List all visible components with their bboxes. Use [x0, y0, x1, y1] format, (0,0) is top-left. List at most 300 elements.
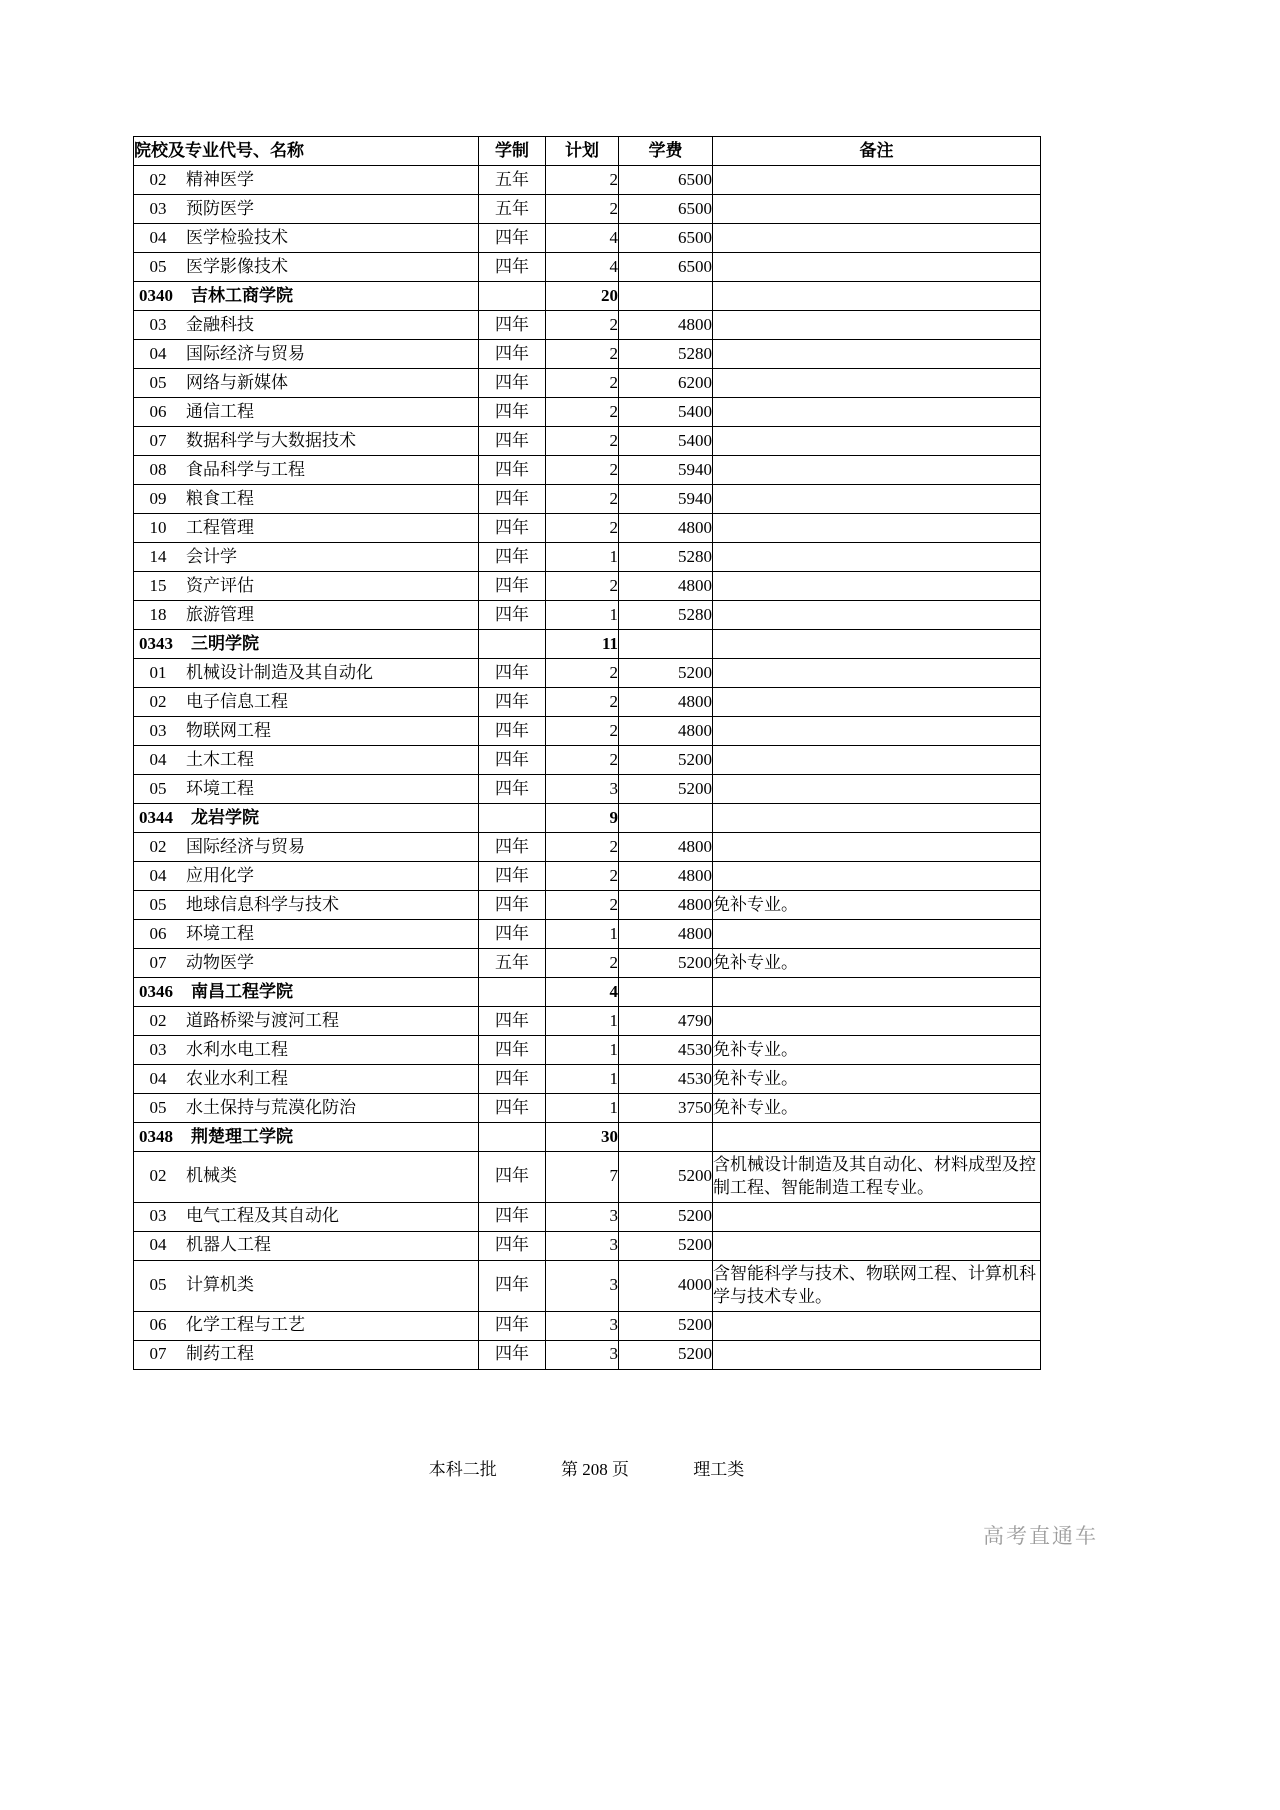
- major-name: 电子信息工程: [186, 691, 288, 711]
- fee-cell: 5280: [619, 601, 713, 630]
- note-cell: [713, 485, 1041, 514]
- fee-cell: 5400: [619, 427, 713, 456]
- code-name-cell: [134, 427, 479, 456]
- plan-cell: 4: [546, 224, 619, 253]
- major-name: 地球信息科学与技术: [186, 894, 339, 914]
- fee-cell: 5940: [619, 485, 713, 514]
- major-name: 电气工程及其自动化: [186, 1206, 339, 1226]
- major-row: [134, 1202, 1041, 1231]
- duration-cell: 四年: [479, 514, 546, 543]
- plan-cell: 2: [546, 833, 619, 862]
- note-cell: [713, 543, 1041, 572]
- note-cell: [713, 514, 1041, 543]
- note-cell: [713, 659, 1041, 688]
- note-cell: 免补专业。: [713, 949, 1041, 978]
- major-row: [134, 949, 1041, 978]
- duration-cell: 四年: [479, 862, 546, 891]
- code-name-cell: [134, 311, 479, 340]
- code-name-cell: [134, 1036, 479, 1065]
- code-name-cell: [134, 601, 479, 630]
- duration-cell: [479, 630, 546, 659]
- major-code: 04: [149, 1068, 167, 1088]
- major-name: 金融科技: [186, 314, 254, 334]
- major-code: 05: [149, 894, 167, 914]
- fee-cell: 5200: [619, 775, 713, 804]
- major-code: 02: [149, 169, 167, 189]
- note-cell: 含智能科学与技术、物联网工程、计算机科学与技术专业。: [713, 1260, 1041, 1311]
- duration-cell: 四年: [479, 688, 546, 717]
- note-cell: [713, 833, 1041, 862]
- footer-category: 理工类: [693, 1460, 745, 1479]
- major-row: [134, 891, 1041, 920]
- fee-cell: [619, 978, 713, 1007]
- school-row: [134, 282, 1041, 311]
- major-name: 机器人工程: [186, 1235, 271, 1255]
- major-code: 04: [149, 227, 167, 247]
- plan-cell: 2: [546, 891, 619, 920]
- major-row: [134, 833, 1041, 862]
- fee-cell: 5200: [619, 1202, 713, 1231]
- code-name-cell: [134, 630, 479, 659]
- note-cell: 含机械设计制造及其自动化、材料成型及控制工程、智能制造工程专业。: [713, 1152, 1041, 1203]
- major-name: 机械类: [186, 1166, 237, 1186]
- major-code: 09: [149, 488, 167, 508]
- plan-cell: 1: [546, 1094, 619, 1123]
- major-row: [134, 253, 1041, 282]
- major-row: [134, 775, 1041, 804]
- duration-cell: 四年: [479, 1231, 546, 1260]
- code-name-cell: [134, 1311, 479, 1340]
- major-row: [134, 514, 1041, 543]
- fee-cell: 5200: [619, 1311, 713, 1340]
- table-body: [134, 166, 1041, 1370]
- code-name-cell: [134, 920, 479, 949]
- code-name-cell: [134, 862, 479, 891]
- code-name-cell: [134, 1094, 479, 1123]
- col-header-fee: 学费: [619, 137, 713, 166]
- plan-cell: 1: [546, 1007, 619, 1036]
- duration-cell: 四年: [479, 224, 546, 253]
- major-code: 14: [149, 546, 167, 566]
- major-code: 05: [149, 1097, 167, 1117]
- major-row: [134, 572, 1041, 601]
- major-row: [134, 1260, 1041, 1311]
- duration-cell: [479, 978, 546, 1007]
- plan-cell: 4: [546, 253, 619, 282]
- major-name: 预防医学: [186, 198, 254, 218]
- major-code: 18: [149, 604, 167, 624]
- plan-cell: 2: [546, 572, 619, 601]
- page-footer: [133, 1455, 1040, 1480]
- major-code: 03: [149, 720, 167, 740]
- note-cell: [713, 688, 1041, 717]
- major-code: 07: [149, 430, 167, 450]
- col-header-duration: 学制: [479, 137, 546, 166]
- note-cell: [713, 601, 1041, 630]
- code-name-cell: [134, 572, 479, 601]
- plan-cell: 2: [546, 166, 619, 195]
- major-name: 道路桥梁与渡河工程: [186, 1010, 339, 1030]
- school-row: [134, 804, 1041, 833]
- plan-cell: 2: [546, 195, 619, 224]
- duration-cell: 四年: [479, 1202, 546, 1231]
- code-name-cell: [134, 717, 479, 746]
- duration-cell: 四年: [479, 1065, 546, 1094]
- major-code: 02: [149, 691, 167, 711]
- major-code: 04: [149, 749, 167, 769]
- duration-cell: 四年: [479, 601, 546, 630]
- col-header-note: 备注: [713, 137, 1041, 166]
- code-name-cell: [134, 1007, 479, 1036]
- duration-cell: 四年: [479, 369, 546, 398]
- duration-cell: 四年: [479, 1340, 546, 1369]
- fee-cell: 4800: [619, 717, 713, 746]
- note-cell: [713, 369, 1041, 398]
- code-name-cell: [134, 1202, 479, 1231]
- note-cell: [713, 920, 1041, 949]
- code-name-cell: [134, 514, 479, 543]
- fee-cell: 4800: [619, 862, 713, 891]
- major-code: 05: [149, 778, 167, 798]
- major-code: 05: [149, 1275, 167, 1295]
- major-name: 计算机类: [186, 1275, 254, 1295]
- major-name: 粮食工程: [186, 488, 254, 508]
- major-name: 网络与新媒体: [186, 372, 288, 392]
- fee-cell: 4800: [619, 688, 713, 717]
- major-name: 旅游管理: [186, 604, 254, 624]
- school-row: [134, 1123, 1041, 1152]
- note-cell: [713, 804, 1041, 833]
- note-cell: [713, 311, 1041, 340]
- duration-cell: 四年: [479, 543, 546, 572]
- fee-cell: 6200: [619, 369, 713, 398]
- code-name-cell: [134, 1231, 479, 1260]
- note-cell: [713, 1231, 1041, 1260]
- fee-cell: 5200: [619, 1231, 713, 1260]
- note-cell: [713, 862, 1041, 891]
- major-name: 精神医学: [186, 169, 254, 189]
- major-row: [134, 1152, 1041, 1203]
- major-row: [134, 311, 1041, 340]
- code-name-cell: [134, 1152, 479, 1203]
- note-cell: [713, 746, 1041, 775]
- major-name: 会计学: [186, 546, 237, 566]
- fee-cell: 6500: [619, 166, 713, 195]
- duration-cell: [479, 282, 546, 311]
- note-cell: [713, 775, 1041, 804]
- code-name-cell: [134, 1340, 479, 1369]
- duration-cell: 四年: [479, 1007, 546, 1036]
- plan-cell: 1: [546, 1065, 619, 1094]
- major-code: 15: [149, 575, 167, 595]
- fee-cell: 4790: [619, 1007, 713, 1036]
- plan-cell: 11: [546, 630, 619, 659]
- duration-cell: 四年: [479, 1152, 546, 1203]
- major-row: [134, 1036, 1041, 1065]
- major-row: [134, 543, 1041, 572]
- major-name: 环境工程: [186, 778, 254, 798]
- note-cell: [713, 224, 1041, 253]
- duration-cell: 四年: [479, 717, 546, 746]
- note-cell: [713, 1123, 1041, 1152]
- major-row: [134, 688, 1041, 717]
- major-name: 食品科学与工程: [186, 459, 305, 479]
- duration-cell: 五年: [479, 195, 546, 224]
- plan-cell: 3: [546, 1340, 619, 1369]
- fee-cell: 5400: [619, 398, 713, 427]
- code-name-cell: [134, 746, 479, 775]
- note-cell: [713, 978, 1041, 1007]
- plan-cell: 1: [546, 920, 619, 949]
- note-cell: [713, 398, 1041, 427]
- fee-cell: 4800: [619, 514, 713, 543]
- major-row: [134, 1231, 1041, 1260]
- note-cell: [713, 630, 1041, 659]
- duration-cell: 四年: [479, 1094, 546, 1123]
- major-row: [134, 862, 1041, 891]
- major-code: 04: [149, 865, 167, 885]
- col-header-plan: 计划: [546, 137, 619, 166]
- fee-cell: 4000: [619, 1260, 713, 1311]
- major-name: 动物医学: [186, 952, 254, 972]
- duration-cell: 四年: [479, 398, 546, 427]
- code-name-cell: [134, 1123, 479, 1152]
- code-name-cell: [134, 833, 479, 862]
- duration-cell: [479, 1123, 546, 1152]
- plan-cell: 2: [546, 456, 619, 485]
- major-row: [134, 369, 1041, 398]
- fee-cell: 5280: [619, 543, 713, 572]
- fee-cell: 4800: [619, 833, 713, 862]
- duration-cell: [479, 804, 546, 833]
- school-name: 吉林工商学院: [191, 285, 293, 305]
- plan-cell: 2: [546, 427, 619, 456]
- duration-cell: 四年: [479, 485, 546, 514]
- code-name-cell: [134, 398, 479, 427]
- note-cell: [713, 282, 1041, 311]
- note-cell: 免补专业。: [713, 891, 1041, 920]
- plan-cell: 2: [546, 862, 619, 891]
- school-row: [134, 978, 1041, 1007]
- major-name: 通信工程: [186, 401, 254, 421]
- major-name: 水土保持与荒漠化防治: [186, 1097, 356, 1117]
- fee-cell: [619, 282, 713, 311]
- fee-cell: 6500: [619, 195, 713, 224]
- major-code: 06: [149, 923, 167, 943]
- table-header-row: [134, 137, 1041, 166]
- major-name: 应用化学: [186, 865, 254, 885]
- plan-cell: 2: [546, 949, 619, 978]
- duration-cell: 四年: [479, 427, 546, 456]
- major-row: [134, 1007, 1041, 1036]
- major-code: 03: [149, 1206, 167, 1226]
- major-code: 06: [149, 1315, 167, 1335]
- plan-cell: 1: [546, 1036, 619, 1065]
- fee-cell: 6500: [619, 224, 713, 253]
- major-code: 06: [149, 401, 167, 421]
- note-cell: [713, 166, 1041, 195]
- major-code: 02: [149, 1166, 167, 1186]
- school-code: 0340: [139, 285, 173, 305]
- code-name-cell: [134, 688, 479, 717]
- major-code: 08: [149, 459, 167, 479]
- duration-cell: 四年: [479, 253, 546, 282]
- code-name-cell: [134, 166, 479, 195]
- major-code: 04: [149, 343, 167, 363]
- plan-cell: 7: [546, 1152, 619, 1203]
- plan-cell: 3: [546, 1311, 619, 1340]
- major-name: 土木工程: [186, 749, 254, 769]
- duration-cell: 四年: [479, 1260, 546, 1311]
- school-code: 0346: [139, 981, 173, 1001]
- plan-cell: 2: [546, 311, 619, 340]
- duration-cell: 四年: [479, 746, 546, 775]
- note-cell: [713, 1340, 1041, 1369]
- plan-cell: 2: [546, 485, 619, 514]
- note-cell: [713, 427, 1041, 456]
- plan-cell: 2: [546, 514, 619, 543]
- major-name: 数据科学与大数据技术: [186, 430, 356, 450]
- plan-cell: 30: [546, 1123, 619, 1152]
- fee-cell: 5200: [619, 949, 713, 978]
- note-cell: 免补专业。: [713, 1094, 1041, 1123]
- duration-cell: 四年: [479, 833, 546, 862]
- major-row: [134, 398, 1041, 427]
- plan-cell: 2: [546, 746, 619, 775]
- major-row: [134, 1311, 1041, 1340]
- plan-cell: 9: [546, 804, 619, 833]
- code-name-cell: [134, 978, 479, 1007]
- fee-cell: 5200: [619, 659, 713, 688]
- plan-cell: 2: [546, 340, 619, 369]
- note-cell: [713, 195, 1041, 224]
- major-code: 10: [149, 517, 167, 537]
- code-name-cell: [134, 775, 479, 804]
- plan-cell: 1: [546, 543, 619, 572]
- note-cell: [713, 456, 1041, 485]
- major-code: 02: [149, 1010, 167, 1030]
- fee-cell: 4800: [619, 891, 713, 920]
- major-name: 医学检验技术: [186, 227, 288, 247]
- code-name-cell: [134, 1260, 479, 1311]
- fee-cell: 4800: [619, 920, 713, 949]
- code-name-cell: [134, 659, 479, 688]
- major-name: 制药工程: [186, 1344, 254, 1364]
- code-name-cell: [134, 282, 479, 311]
- duration-cell: 五年: [479, 949, 546, 978]
- duration-cell: 四年: [479, 572, 546, 601]
- major-code: 01: [149, 662, 167, 682]
- major-row: [134, 340, 1041, 369]
- code-name-cell: [134, 485, 479, 514]
- duration-cell: 四年: [479, 1036, 546, 1065]
- plan-cell: 2: [546, 398, 619, 427]
- fee-cell: [619, 1123, 713, 1152]
- code-name-cell: [134, 456, 479, 485]
- school-code: 0348: [139, 1126, 173, 1146]
- note-cell: [713, 717, 1041, 746]
- code-name-cell: [134, 340, 479, 369]
- plan-cell: 3: [546, 1260, 619, 1311]
- note-cell: [713, 1007, 1041, 1036]
- note-cell: [713, 253, 1041, 282]
- plan-cell: 3: [546, 1202, 619, 1231]
- fee-cell: 5200: [619, 746, 713, 775]
- major-name: 化学工程与工艺: [186, 1315, 305, 1335]
- fee-cell: 5200: [619, 1152, 713, 1203]
- fee-cell: [619, 804, 713, 833]
- major-code: 05: [149, 256, 167, 276]
- major-code: 03: [149, 1039, 167, 1059]
- plan-cell: 2: [546, 717, 619, 746]
- major-row: [134, 746, 1041, 775]
- duration-cell: 四年: [479, 311, 546, 340]
- school-name: 南昌工程学院: [191, 981, 293, 1001]
- major-row: [134, 1340, 1041, 1369]
- major-code: 03: [149, 314, 167, 334]
- major-row: [134, 920, 1041, 949]
- major-row: [134, 485, 1041, 514]
- major-code: 03: [149, 198, 167, 218]
- major-name: 医学影像技术: [186, 256, 288, 276]
- major-name: 国际经济与贸易: [186, 343, 305, 363]
- plan-cell: 2: [546, 688, 619, 717]
- duration-cell: 四年: [479, 659, 546, 688]
- major-code: 07: [149, 952, 167, 972]
- duration-cell: 四年: [479, 920, 546, 949]
- duration-cell: 四年: [479, 1311, 546, 1340]
- watermark-text: 高考直通车: [983, 1525, 1098, 1548]
- major-row: [134, 427, 1041, 456]
- code-name-cell: [134, 224, 479, 253]
- code-name-cell: [134, 949, 479, 978]
- admissions-table: [133, 136, 1041, 1370]
- school-code: 0343: [139, 633, 173, 653]
- plan-cell: 1: [546, 601, 619, 630]
- note-cell: 免补专业。: [713, 1065, 1041, 1094]
- major-code: 05: [149, 372, 167, 392]
- duration-cell: 四年: [479, 775, 546, 804]
- plan-cell: 3: [546, 775, 619, 804]
- duration-cell: 五年: [479, 166, 546, 195]
- plan-cell: 2: [546, 659, 619, 688]
- school-name: 荆楚理工学院: [191, 1126, 293, 1146]
- major-row: [134, 717, 1041, 746]
- fee-cell: 5940: [619, 456, 713, 485]
- code-name-cell: [134, 804, 479, 833]
- footer-batch: 本科二批: [428, 1460, 497, 1479]
- major-code: 04: [149, 1235, 167, 1255]
- note-cell: [713, 1202, 1041, 1231]
- major-code: 02: [149, 836, 167, 856]
- code-name-cell: [134, 253, 479, 282]
- note-cell: 免补专业。: [713, 1036, 1041, 1065]
- school-row: [134, 630, 1041, 659]
- fee-cell: 5200: [619, 1340, 713, 1369]
- major-code: 07: [149, 1344, 167, 1364]
- code-name-cell: [134, 891, 479, 920]
- major-row: [134, 166, 1041, 195]
- fee-cell: 5280: [619, 340, 713, 369]
- school-code: 0344: [139, 807, 173, 827]
- fee-cell: 4530: [619, 1036, 713, 1065]
- plan-cell: 20: [546, 282, 619, 311]
- major-row: [134, 456, 1041, 485]
- major-row: [134, 659, 1041, 688]
- note-cell: [713, 1311, 1041, 1340]
- school-name: 三明学院: [191, 633, 259, 653]
- major-row: [134, 1065, 1041, 1094]
